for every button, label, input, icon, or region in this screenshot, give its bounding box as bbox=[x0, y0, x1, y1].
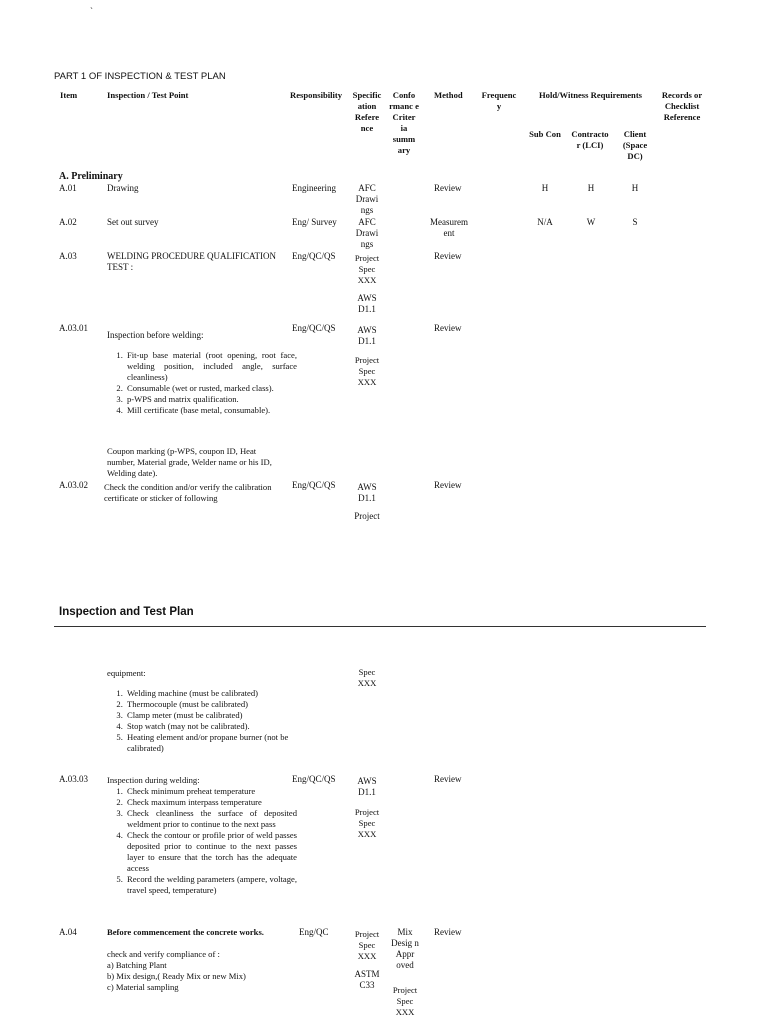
header-hold-witness: Hold/Witness Requirements bbox=[538, 90, 643, 100]
list-item: 2. Consumable (wet or rusted, marked class). bbox=[125, 383, 297, 394]
list-item: 3. p-WPS and matrix qualification. bbox=[125, 394, 297, 405]
header-records: Records or Checklist Reference bbox=[661, 90, 703, 122]
list-item: 1. Welding machine (must be calibrated) bbox=[125, 688, 297, 699]
subcon-value: N/A bbox=[537, 217, 553, 227]
method: Review bbox=[434, 251, 462, 261]
inspection-list bbox=[107, 786, 297, 896]
inspection-point: Set out survey bbox=[107, 217, 159, 227]
list-item: 5. Record the welding parameters (ampere, voltage, travel speed, temperature) bbox=[125, 874, 297, 896]
specification: AWS D1.1 bbox=[357, 776, 377, 797]
header-client: Client (Space DC) bbox=[622, 129, 648, 161]
specification: Spec XXX bbox=[357, 667, 377, 688]
list-item: 4. Check the contour or profile prior of weld passes deposited prior to continue to the next passes layer to ensure that the torch has the adequate access bbox=[125, 830, 297, 874]
part-title: PART 1 OF INSPECTION & TEST PLAN bbox=[54, 71, 226, 82]
item-number: A.03.03 bbox=[59, 774, 88, 784]
list-item: 5. Heating element and/or propane burner (not be calibrated) bbox=[125, 732, 297, 754]
header-specification: Specific ation Refere nce bbox=[352, 90, 382, 133]
specification: AFC Drawi ngs bbox=[355, 217, 379, 249]
specification: Project Spec XXX bbox=[354, 929, 380, 961]
method: Review bbox=[434, 774, 462, 784]
responsibility: Eng/QC/QS bbox=[292, 774, 336, 784]
specification: Project Spec XXX bbox=[354, 253, 380, 285]
header-contractor: Contracto r (LCI) bbox=[571, 129, 609, 150]
specification: AWS D1.1 bbox=[357, 293, 377, 314]
list-item: 4. Stop watch (may not be calibrated). bbox=[125, 721, 297, 732]
inspection-point: Drawing bbox=[107, 183, 139, 193]
responsibility: Eng/QC/QS bbox=[292, 251, 336, 261]
responsibility: Engineering bbox=[292, 183, 336, 193]
specification: AFC Drawi ngs bbox=[355, 183, 379, 215]
inspection-list bbox=[107, 350, 297, 416]
method: Review bbox=[434, 927, 462, 937]
method: Review bbox=[434, 480, 462, 490]
inspection-point: Check the condition and/or verify the calibration certificate or sticker of following bbox=[104, 482, 272, 503]
conformance-criteria: Mix Desig n Appr oved bbox=[391, 927, 419, 970]
specification: ASTM C33 bbox=[354, 969, 380, 990]
contractor-value: W bbox=[586, 217, 596, 227]
item-number: A.03.02 bbox=[59, 480, 88, 490]
inspection-point: Before commencement the concrete works. bbox=[107, 927, 264, 937]
equipment-list bbox=[107, 688, 297, 754]
responsibility: Eng/QC bbox=[299, 927, 329, 937]
list-item: 1. Check minimum preheat temperature bbox=[125, 786, 297, 797]
inspection-point-continued: equipment: bbox=[107, 668, 146, 678]
inspection-point: Inspection during welding: bbox=[107, 775, 200, 785]
inspection-detail: check and verify compliance of : bbox=[107, 949, 220, 959]
header-method: Method bbox=[434, 90, 463, 100]
responsibility: Eng/QC/QS bbox=[292, 323, 336, 333]
header-item: Item bbox=[60, 90, 78, 100]
contractor-value: H bbox=[587, 183, 595, 193]
inspection-detail: b) Mix design,( Ready Mix or new Mix) bbox=[107, 971, 246, 981]
stray-mark: ` bbox=[90, 6, 93, 16]
header-responsibility: Responsibility bbox=[290, 90, 343, 100]
header-inspection: Inspection / Test Point bbox=[107, 90, 189, 100]
list-item: 2. Check maximum interpass temperature bbox=[125, 797, 297, 808]
inspection-detail: c) Material sampling bbox=[107, 982, 179, 992]
client-value: S bbox=[632, 217, 638, 227]
method: Review bbox=[434, 323, 462, 333]
coupon-marking: Coupon marking (p-WPS, coupon ID, Heat number, Material grade, Welder name or his ID, Welding date). bbox=[107, 446, 272, 478]
item-number: A.04 bbox=[59, 927, 77, 937]
list-item: 3. Check cleanliness the surface of deposited weldment prior to continue to the next pass bbox=[125, 808, 297, 830]
header-subcon: Sub Con bbox=[529, 129, 561, 139]
item-number: A.03.01 bbox=[59, 323, 88, 333]
specification: Project Spec XXX bbox=[354, 355, 380, 387]
method: Review bbox=[434, 183, 462, 193]
list-item: 2. Thermocouple (must be calibrated) bbox=[125, 699, 297, 710]
method: Measurem ent bbox=[430, 217, 468, 238]
section-preliminary: A. Preliminary bbox=[59, 171, 123, 182]
list-item: 3. Clamp meter (must be calibrated) bbox=[125, 710, 297, 721]
item-number: A.01 bbox=[59, 183, 77, 193]
responsibility: Eng/ Survey bbox=[292, 217, 337, 227]
inspection-detail: a) Batching Plant bbox=[107, 960, 167, 970]
inspection-point: WELDING PROCEDURE QUALIFICATION TEST : bbox=[107, 251, 276, 272]
item-number: A.02 bbox=[59, 217, 77, 227]
header-divider bbox=[54, 626, 706, 627]
conformance-criteria: Project Spec XXX bbox=[392, 985, 418, 1017]
specification: AWS D1.1 bbox=[357, 325, 377, 346]
specification: AWS D1.1 bbox=[357, 482, 377, 503]
list-item: 4. Mill certificate (base metal, consumable). bbox=[125, 405, 297, 416]
specification: Project bbox=[354, 511, 380, 521]
page-header: Inspection and Test Plan bbox=[59, 606, 194, 618]
specification: Project Spec XXX bbox=[354, 807, 380, 839]
subcon-value: H bbox=[541, 183, 549, 193]
header-conformance: Confo rmanc e Criter ia summ ary bbox=[389, 90, 419, 155]
list-item: 1. Fit-up base material (root opening, root face, welding position, included angle, surface cleanliness) bbox=[125, 350, 297, 383]
inspection-point: Inspection before welding: bbox=[107, 330, 204, 340]
header-frequency: Frequenc y bbox=[481, 90, 517, 111]
client-value: H bbox=[631, 183, 639, 193]
item-number: A.03 bbox=[59, 251, 77, 261]
responsibility: Eng/QC/QS bbox=[292, 480, 336, 490]
